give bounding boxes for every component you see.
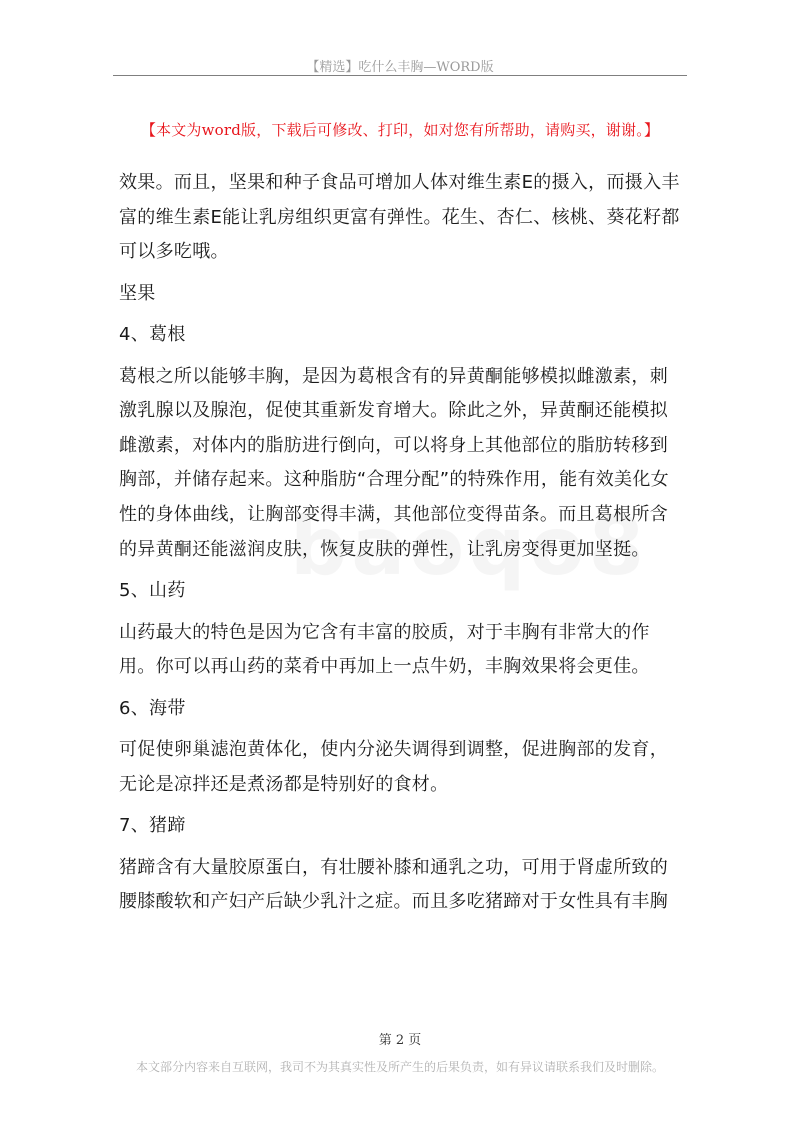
section-heading: 6、海带 (119, 697, 186, 719)
page-number: 第 2 页 (378, 1033, 422, 1048)
page-header-title: 【精选】吃什么丰胸—WORD版 (306, 60, 494, 75)
paragraph: 葛根之所以能够丰胸，是因为葛根含有的异黄酮能够模拟雌激素，刺激乳腺以及腺泡，促使其重新发育增大。除此之外，异黄酮还能模拟雌激素，对体内的脂肪进行倒向，可以将身上其他部位的脂肪转移到胸部，并储存起来。这种脂肪“合理分配”的特殊作用，能有效美化女性的身体曲线，让胸部变得丰满，其他部位变得苗条。而且葛根所含的异黄酮还能滋润皮肤，恢复皮肤的弹性，让乳房变得更加坚挺。 (119, 365, 669, 560)
footer-disclaimer: 本文部分内容来自互联网，我司不为其真实性及所产生的后果负责，如有异议请联系我们及时删除。 (135, 1060, 664, 1074)
paragraph: 可促使卵巢滤泡黄体化，使内分泌失调得到调整，促进胸部的发育，无论是凉拌还是煮汤都是特别好的食材。 (119, 739, 668, 795)
section-heading: 4、葛根 (119, 324, 186, 346)
header-divider (113, 75, 687, 76)
section-heading: 7、猪蹄 (119, 815, 186, 837)
document-body (119, 166, 685, 927)
section-label: 坚果 (119, 282, 156, 304)
paragraph: 效果。而且，坚果和种子食品可增加人体对维生素E的摄入，而摄入丰富的维生素E能让乳房组织更富有弹性。花生、杏仁、核桃、葵花籽都可以多吃哦。 (119, 172, 680, 263)
section-heading: 5、山药 (119, 580, 186, 602)
notice-banner: 【本文为word版，下载后可修改、打印，如对您有所帮助，请购买，谢谢。】 (140, 121, 660, 139)
paragraph: 山药最大的特色是因为它含有丰富的胶质，对于丰胸有非常大的作用。你可以再山药的菜肴中再加上一点牛奶，丰胸效果将会更佳。 (119, 621, 650, 678)
paragraph: 猪蹄含有大量胶原蛋白，有壮腰补膝和通乳之功，可用于肾虚所致的腰膝酸软和产妇产后缺少乳汁之症。而且多吃猪蹄对于女性具有丰胸 (119, 856, 668, 913)
